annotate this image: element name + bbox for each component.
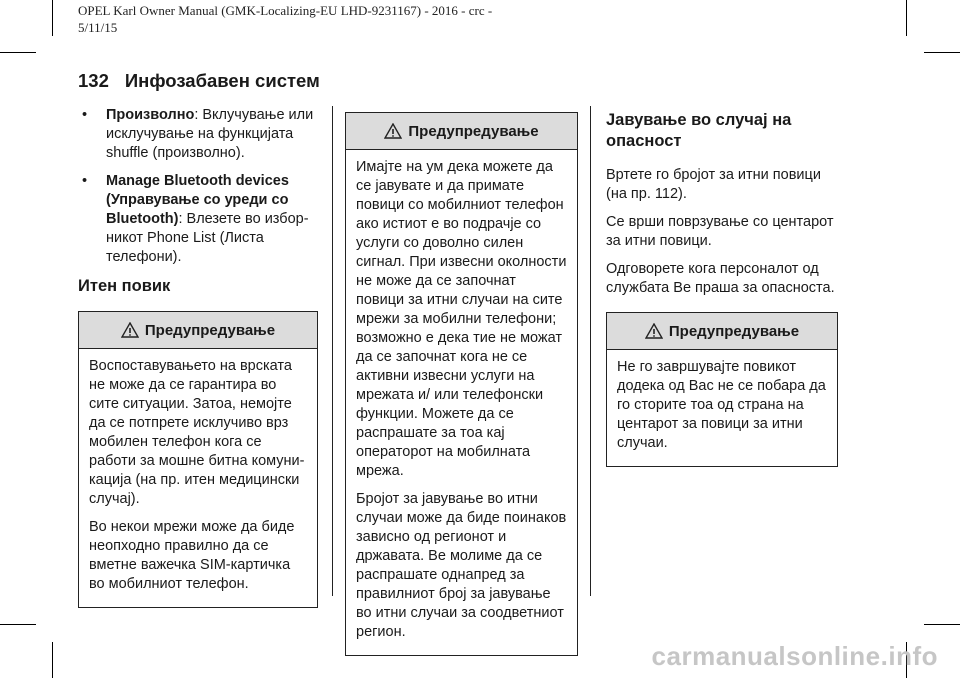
warning-title: Предупредување [668,322,800,340]
bullet-dot: • [82,107,88,123]
column-1 [78,106,318,608]
warning-body [346,150,577,655]
bullet-text: : Вклучување или исклучување на функцијата shuffle (произволно). [106,107,314,161]
bullet-term: Manage Bluetooth devices (Управување со уреди со Bluetooth) [106,173,289,227]
watermark-footer: carmanualsonline.info [651,641,938,671]
bullet-text: : Влезете во избор-никот Phone List (Листа телефони). [106,211,309,265]
warning-triangle-icon [645,323,663,339]
column-2 [345,112,578,656]
bullet-item [78,106,318,163]
column-divider [332,106,333,596]
column-divider [590,106,591,596]
crop-mark [52,0,53,36]
warning-triangle-icon [384,123,402,139]
warning-triangle-icon [121,322,139,338]
warning-header [346,113,577,150]
warning-body [607,350,837,466]
paragraph: Вртете го бројот за итни повици (на пр. 112). [606,167,821,202]
warning-title: Предупредување [408,122,539,140]
crop-mark [924,624,960,625]
section-heading: Јавување во случај на опасност [606,111,792,150]
page-title: Инфозабавен систем [124,70,320,91]
document-header [78,2,538,36]
warning-text: Имајте на ум дека можете да се јавувате и да примате повици со мобилниот телефон ако истиот е во подрачје со услуги со доволно силен сигнал. При извесни околности не може да се започнат повици за итни случаи на сите мрежи за мобилни телефони; возможно е дека тие не можат да се започнат кога не се активни извесни услуги на мрежата и/ или телефонски функции. Можете да се распрашате за тоа кај операторот на мобилната мрежа. [356,159,567,479]
warning-text: Бројот за јавување во итни случаи може да биде поинаков зависно од регионот и државата. Ве молиме да се распрашате однапред за правилниот број за јавување во итни случаи за соодветниот регион. [356,491,567,640]
document-header-line2: 5/11/15 [78,20,118,35]
warning-box [345,112,578,656]
warning-text: Не го завршувајте повикот додека од Вас не се побара да го сторите тоа од страна на центарот за повици за итни случаи. [617,359,826,451]
page-number: 132 [78,70,109,91]
warning-header [607,313,837,350]
paragraph: Се врши поврзување со центарот за итни повици. [606,214,834,249]
warning-header [79,312,317,349]
bullet-dot: • [82,173,88,189]
warning-body [79,349,317,607]
section-heading: Итен повик [78,277,171,295]
warning-text: Воспоставувањето на врската не може да се гарантира во сите ситуации. Затоа, немојте да се потпрете исклучиво врз мобилен телефон кога се работи за мошне битна комуни-кација (на пр. итен медицински случај). [89,358,305,507]
warning-box [606,312,838,467]
page-heading [78,70,320,92]
crop-mark [52,642,53,678]
crop-mark [0,624,36,625]
warning-title: Предупредување [144,321,276,339]
crop-mark [0,52,36,53]
warning-box [78,311,318,608]
crop-mark [906,0,907,36]
document-header-line1: OPEL Karl Owner Manual (GMK-Localizing-EU LHD-9231167) - 2016 - crc - [78,3,493,18]
paragraph: Одговорете кога персоналот од службата Ве праша за опасноста. [606,261,835,296]
bullet-term: Произволно [106,107,195,123]
column-3 [606,110,838,467]
bullet-item [78,172,318,267]
warning-text: Во некои мрежи може да биде неопходно правилно да се вметне важечка SIM-картичка во мобилниот телефон. [89,519,295,592]
crop-mark [924,52,960,53]
